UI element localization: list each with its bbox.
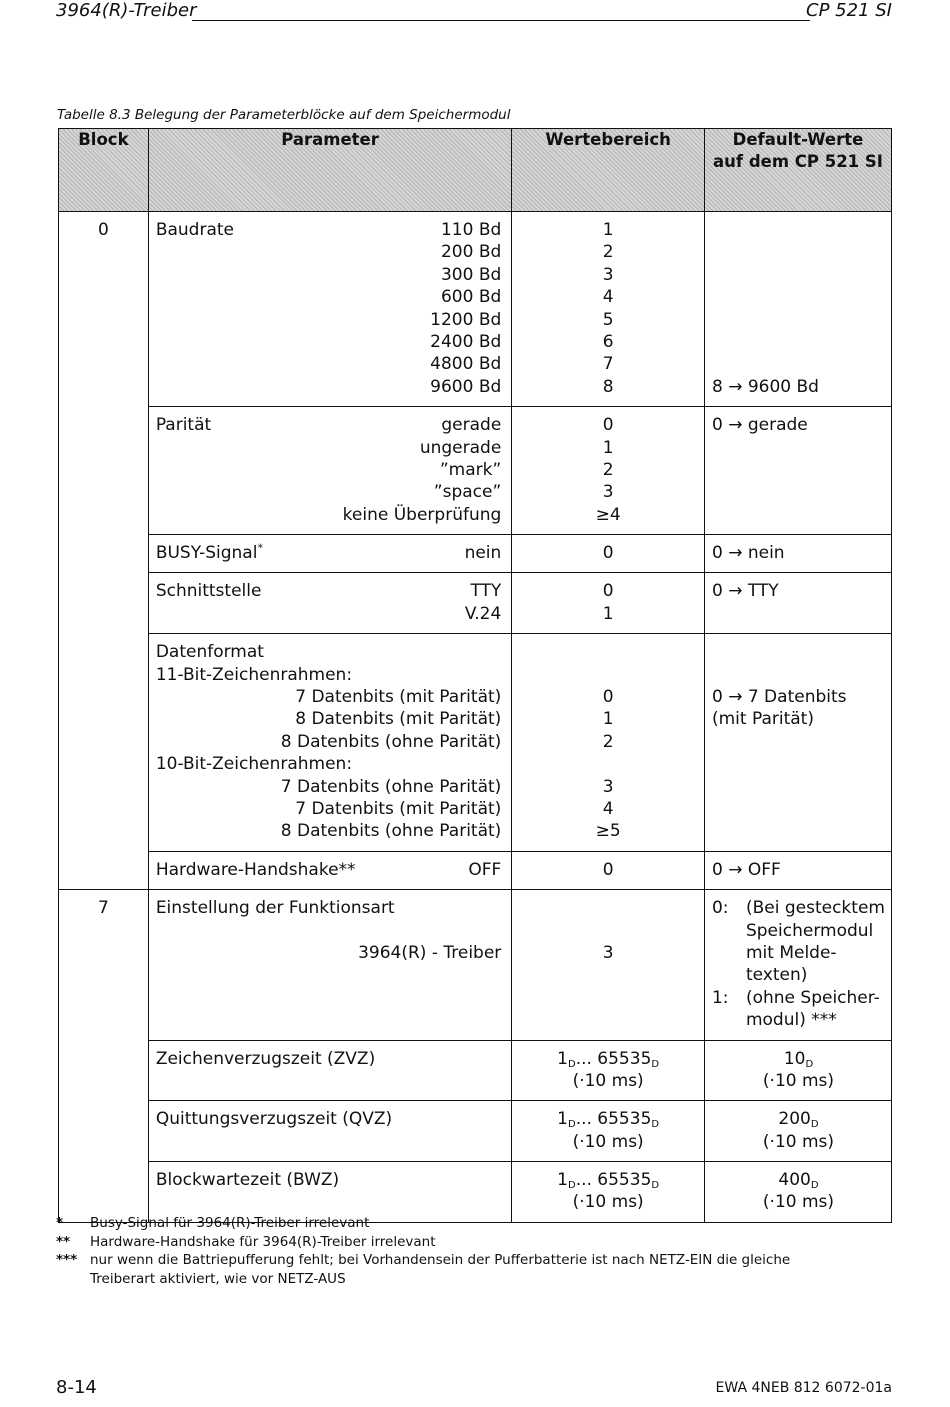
header-rule: [192, 20, 810, 21]
page-number: 8-14: [56, 1377, 97, 1398]
function-default: 0: (Bei gestecktem Speichermodul mit Melde- texten) 1: (ohne Speicher- modul) ***: [704, 890, 891, 1040]
handshake-param: Hardware-Handshake** OFF: [148, 851, 511, 889]
bwz-param: Blockwartezeit (BWZ): [148, 1162, 511, 1223]
table-header-row: [59, 129, 892, 212]
table-row: [59, 212, 892, 407]
footnote: ** Hardware-Handshake für 3964(R)-Treiber irrelevant: [56, 1233, 436, 1250]
parity-values: 0 1 2 3 ≥4: [512, 407, 705, 535]
running-header-device: CP 521 SI: [806, 0, 892, 21]
running-header-title: 3964(R)-Treiber: [56, 0, 197, 21]
parity-param: Parität gerade ungerade ”mark” ”space” keine Überprüfung: [148, 407, 511, 535]
parity-default: 0 → gerade: [704, 407, 891, 535]
baudrate-values: 1 2 3 4 5 6 7 8: [512, 212, 705, 407]
table-caption: Tabelle 8.3 Belegung der Parameterblöcke auf dem Speichermodul: [57, 107, 511, 123]
qvz-default: $200_D$ (·10 ms): [704, 1101, 891, 1162]
qvz-param: Quittungsverzugszeit (QVZ): [148, 1101, 511, 1162]
header-wertebereich: Wertebereich: [512, 129, 705, 212]
bwz-default: $400_D$ (·10 ms): [704, 1162, 891, 1223]
footnotes: [56, 1214, 850, 1289]
function-value: 3: [512, 890, 705, 1040]
function-param: Einstellung der Funktionsart 3964(R) - Treiber: [148, 890, 511, 1040]
zvz-default: $10_D$ (·10 ms): [704, 1040, 891, 1101]
footnote: * Busy-Signal für 3964(R)-Treiber irrelevant: [56, 1215, 370, 1231]
dataformat-default: 0 → 7 Datenbits (mit Parität): [704, 634, 891, 852]
table-row: [59, 890, 892, 1040]
interface-param: Schnittstelle TTY V.24: [148, 573, 511, 634]
bwz-range: $1_D$... $65535_D$ (·10 ms): [512, 1162, 705, 1223]
block-7-cell: 7: [59, 890, 149, 1223]
busy-default: 0 → nein: [704, 535, 891, 573]
header-default: Default-Werte auf dem CP 521 SI: [704, 129, 891, 212]
footnote: *** nur wenn die Battriepufferung fehlt; bei Vorhandensein der Pufferbatterie ist nach NETZ-EIN die gleiche Treiberart aktiviert, wie vor NETZ-AUS: [56, 1252, 791, 1288]
baudrate-param: Baudrate 110 Bd 200 Bd 300 Bd 600 Bd 1200 Bd 2400 Bd 4800 Bd 9600 Bd: [148, 212, 511, 407]
table-row: [59, 1101, 892, 1162]
table-row: [59, 851, 892, 889]
zvz-param: Zeichenverzugszeit (ZVZ): [148, 1040, 511, 1101]
interface-default: 0 → TTY: [704, 573, 891, 634]
block-0-cell: 0: [59, 212, 149, 890]
table-row: [59, 535, 892, 573]
header-block: Block: [59, 129, 149, 212]
dataformat-values: 0 1 2 3 4 ≥5: [512, 634, 705, 852]
busy-param: BUSY-Signal* nein: [148, 535, 511, 573]
table-row: [59, 1040, 892, 1101]
baudrate-default: 8 → 9600 Bd: [704, 212, 891, 407]
interface-values: 0 1: [512, 573, 705, 634]
busy-value: 0: [512, 535, 705, 573]
table-row: [59, 573, 892, 634]
handshake-default: 0 → OFF: [704, 851, 891, 889]
dataformat-param: Datenformat 11-Bit-Zeichenrahmen: 7 Datenbits (mit Parität) 8 Datenbits (mit Parität) 8 Datenbits (ohne Parität) 10-Bit-Zeichenrahmen: 7 Datenbits (ohne Parität) 7 Datenbits (mit Parität) 8 Datenbits (ohne Parität): [148, 634, 511, 852]
table-row: [59, 634, 892, 852]
qvz-range: $1_D$... $65535_D$ (·10 ms): [512, 1101, 705, 1162]
table-row: [59, 407, 892, 535]
handshake-value: 0: [512, 851, 705, 889]
parameter-table: [58, 128, 892, 1223]
document-id: EWA 4NEB 812 6072-01a: [715, 1380, 892, 1396]
zvz-range: $1_D$... $65535_D$ (·10 ms): [512, 1040, 705, 1101]
header-parameter: Parameter: [148, 129, 511, 212]
